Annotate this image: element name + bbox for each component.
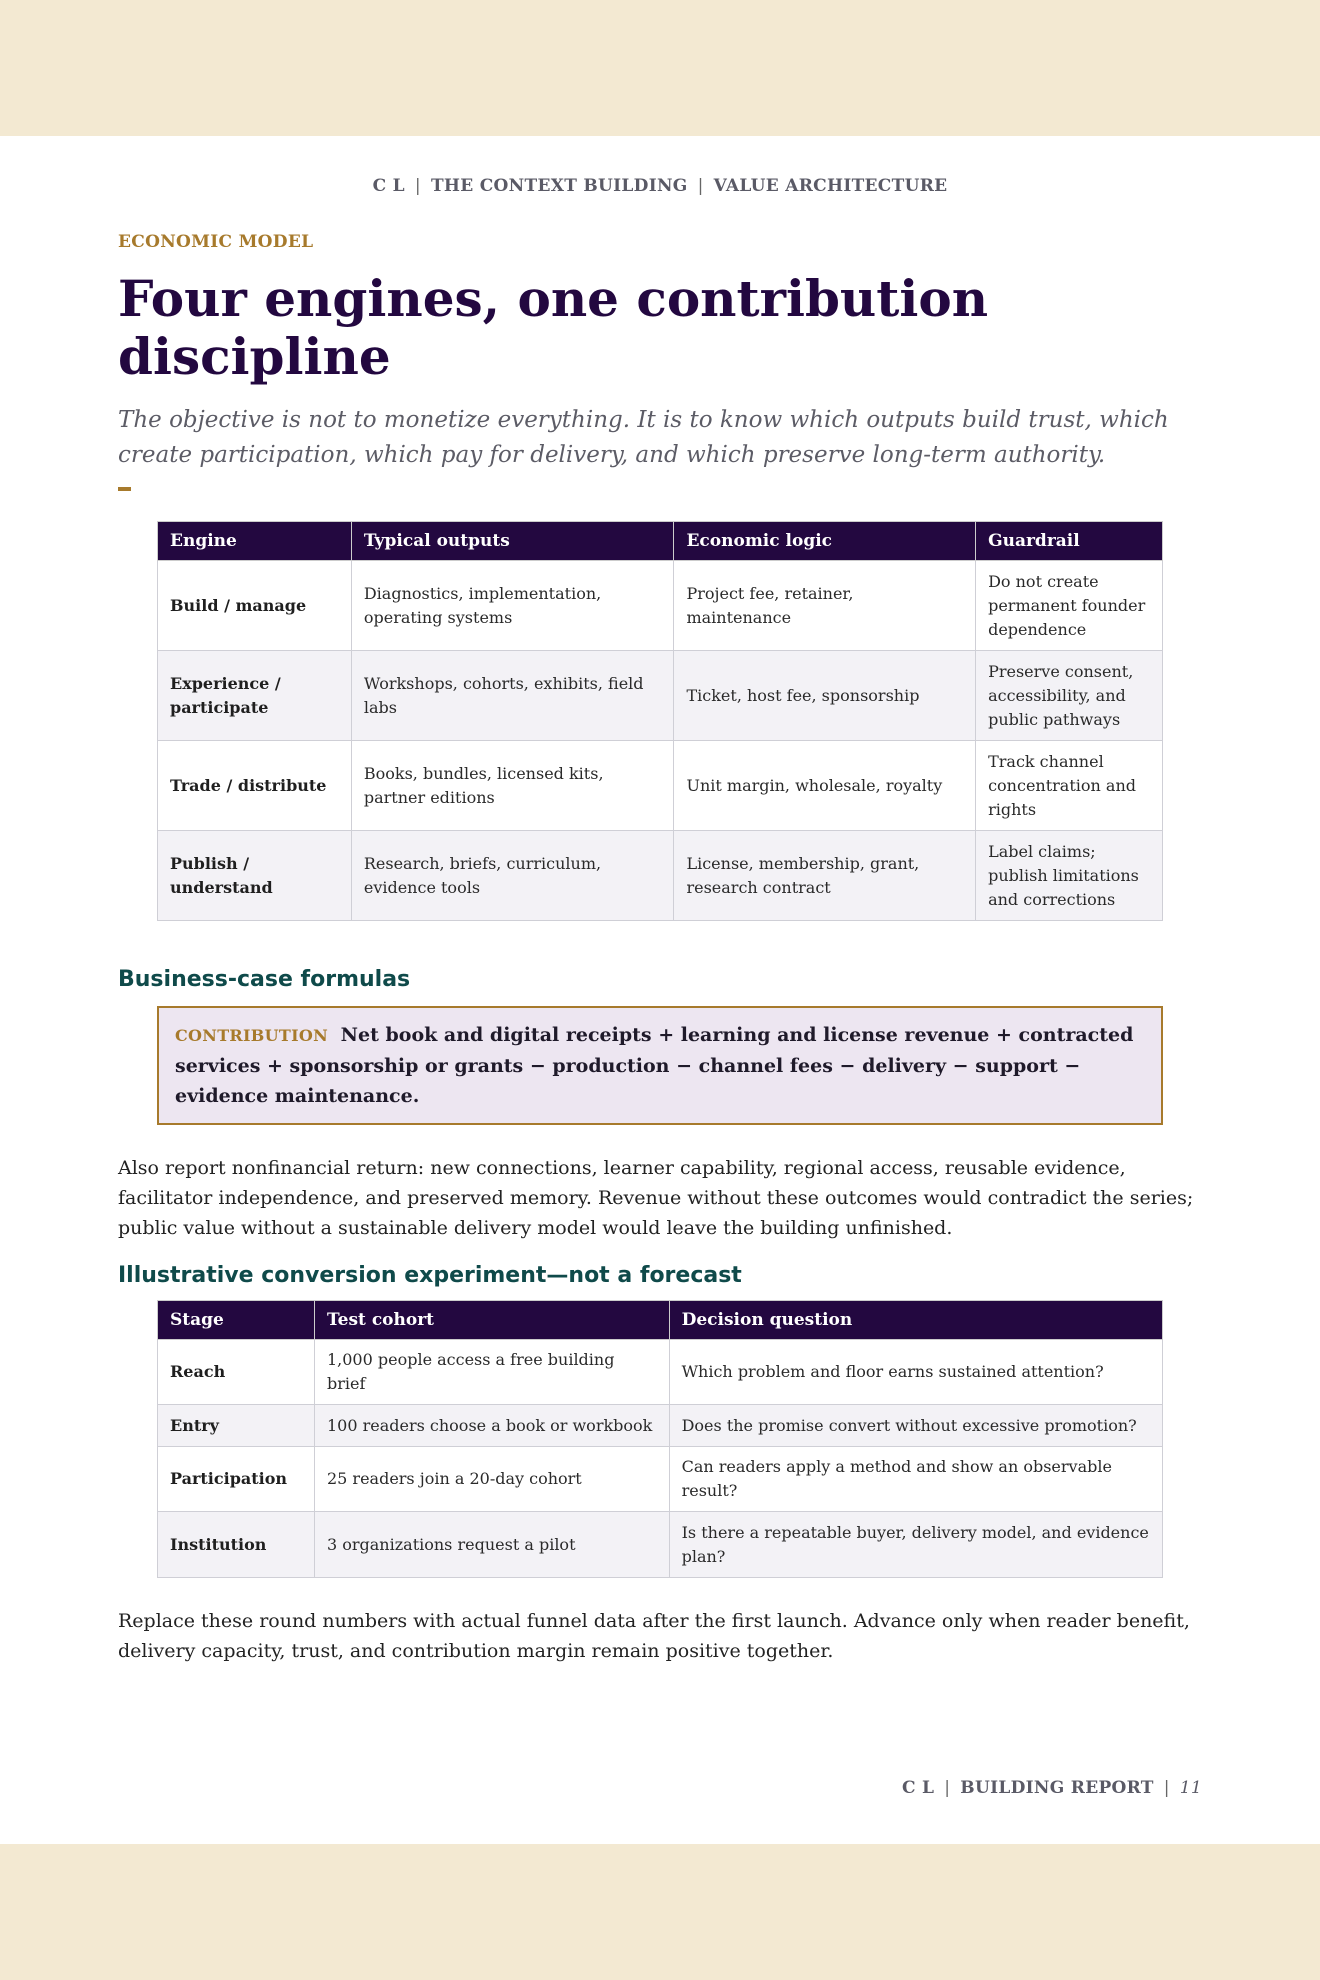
running-header xyxy=(0,176,1320,196)
closing-paragraph: Replace these round numbers with actual funnel data after the first launch. Advance only when reader benefit, delivery capacity, trust, and contribution margin remain positive together. xyxy=(118,1610,1190,1662)
table-cell: Does the promise convert without excessive promotion? xyxy=(669,1405,1162,1447)
table-row xyxy=(158,561,1163,651)
header-series: THE CONTEXT BUILDING xyxy=(430,176,688,196)
table-row xyxy=(158,651,1163,741)
engine-name: Experience / participate xyxy=(158,651,352,741)
formula-text: Net book and digital receipts + learning and license revenue + contracted services + sponsorship or grants − production − channel fees − delivery − support − evidence maintenance. xyxy=(175,1024,1134,1107)
page-title: Four engines, one contribution discipline xyxy=(118,269,989,386)
engines-table xyxy=(157,521,1163,921)
formulas-heading: Business-case formulas xyxy=(118,967,411,992)
table-cell: 3 organizations request a pilot xyxy=(314,1512,669,1578)
stage-name: Entry xyxy=(158,1405,315,1447)
engine-name: Publish / understand xyxy=(158,831,352,921)
running-footer xyxy=(902,1778,1202,1798)
column-header: Typical outputs xyxy=(351,522,674,561)
table-cell: Label claims; publish limitations and corrections xyxy=(976,831,1163,921)
experiment-heading: Illustrative conversion experiment—not a forecast xyxy=(118,1263,742,1288)
footer-brand: C L xyxy=(901,1778,935,1798)
column-header: Test cohort xyxy=(314,1301,669,1340)
accent-rule xyxy=(118,487,131,491)
table-cell: Which problem and floor earns sustained attention? xyxy=(669,1340,1162,1405)
table-cell: 1,000 people access a free building brief xyxy=(314,1340,669,1405)
table-cell: Do not create permanent founder dependence xyxy=(976,561,1163,651)
header-section: VALUE ARCHITECTURE xyxy=(713,176,948,196)
section-kicker: ECONOMIC MODEL xyxy=(118,232,314,252)
table-cell: Can readers apply a method and show an observable result? xyxy=(669,1447,1162,1512)
table-row xyxy=(158,1447,1163,1512)
header-separator: | xyxy=(697,176,704,196)
footer-separator: | xyxy=(944,1778,951,1798)
table-cell: Workshops, cohorts, exhibits, field labs xyxy=(351,651,674,741)
stage-name: Institution xyxy=(158,1512,315,1578)
table-header-row xyxy=(158,522,1163,561)
stage-name: Participation xyxy=(158,1447,315,1512)
table-row xyxy=(158,741,1163,831)
table-header-row xyxy=(158,1301,1163,1340)
page-content xyxy=(118,232,1202,1666)
page-number: 11 xyxy=(1179,1778,1202,1798)
formula-label: CONTRIBUTION xyxy=(175,1026,329,1045)
column-header: Stage xyxy=(158,1301,315,1340)
page-subtitle: The objective is not to monetize everything. It is to know which outputs build trust, which create participation, which pay for delivery, and which preserve long-term authority. xyxy=(118,407,1169,468)
table-cell: License, membership, grant, research contract xyxy=(674,831,976,921)
table-cell: Research, briefs, curriculum, evidence tools xyxy=(351,831,674,921)
table-row xyxy=(158,1340,1163,1405)
report-page xyxy=(0,136,1320,1844)
table-row xyxy=(158,1512,1163,1578)
footer-separator: | xyxy=(1163,1778,1170,1798)
table-cell: Unit margin, wholesale, royalty xyxy=(674,741,976,831)
header-brand: C L xyxy=(372,176,405,196)
table-row xyxy=(158,1405,1163,1447)
table-cell: Track channel concentration and rights xyxy=(976,741,1163,831)
table-cell: Is there a repeatable buyer, delivery model, and evidence plan? xyxy=(669,1512,1162,1578)
table-cell: Preserve consent, accessibility, and public pathways xyxy=(976,651,1163,741)
engine-name: Trade / distribute xyxy=(158,741,352,831)
column-header: Guardrail xyxy=(976,522,1163,561)
column-header: Economic logic xyxy=(674,522,976,561)
table-cell: 100 readers choose a book or workbook xyxy=(314,1405,669,1447)
stage-name: Reach xyxy=(158,1340,315,1405)
table-cell: Diagnostics, implementation, operating systems xyxy=(351,561,674,651)
contribution-formula xyxy=(157,1006,1163,1125)
footer-report: BUILDING REPORT xyxy=(960,1778,1154,1798)
header-separator: | xyxy=(414,176,421,196)
table-cell: Project fee, retainer, maintenance xyxy=(674,561,976,651)
table-row xyxy=(158,831,1163,921)
nonfinancial-paragraph: Also report nonfinancial return: new connections, learner capability, regional access, reusable evidence, facilitator independence, and preserved memory. Revenue without these outcomes would contradict the series; public value without a sustainable delivery model would leave the building unfinished. xyxy=(118,1157,1194,1239)
table-cell: Books, bundles, licensed kits, partner editions xyxy=(351,741,674,831)
column-header: Decision question xyxy=(669,1301,1162,1340)
engine-name: Build / manage xyxy=(158,561,352,651)
table-cell: 25 readers join a 20-day cohort xyxy=(314,1447,669,1512)
table-cell: Ticket, host fee, sponsorship xyxy=(674,651,976,741)
column-header: Engine xyxy=(158,522,352,561)
experiment-table xyxy=(157,1300,1163,1578)
